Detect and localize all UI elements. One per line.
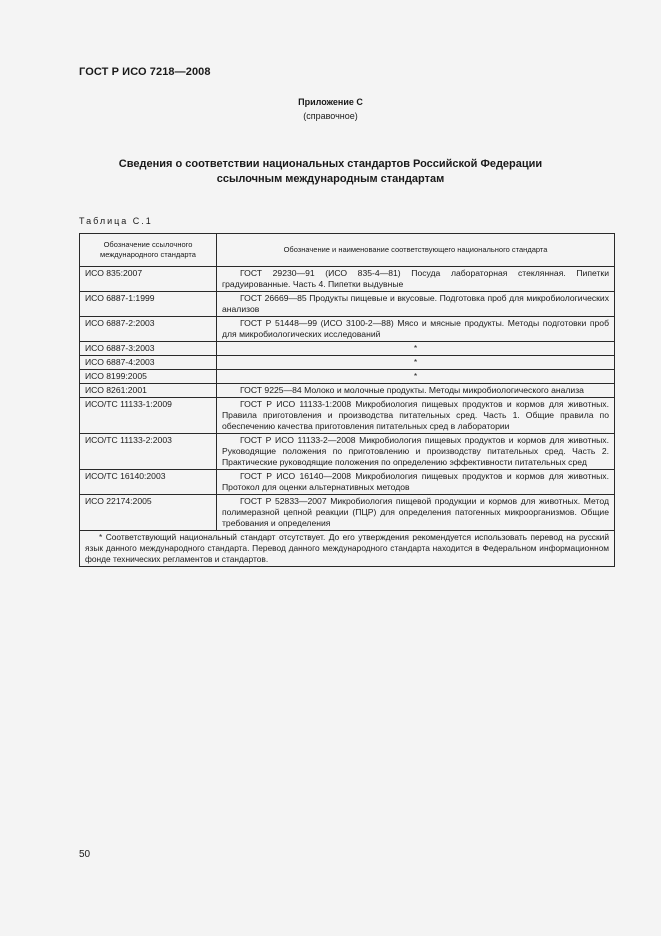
national-standard-description: ГОСТ Р ИСО 16140—2008 Микробиология пищевых продуктов и кормов для животных. Протокол для оценки альтернативных методов [217, 470, 615, 495]
table-row [80, 267, 615, 292]
international-standard-code: ИСО 835:2007 [80, 267, 217, 292]
annex-title: Приложение С [298, 97, 363, 107]
table-row [80, 317, 615, 342]
national-standard-description: ГОСТ Р 52833—2007 Микробиология пищевой продукции и кормов для животных. Метод полимеразной цепной реакции (ПЦР) для определения патогенных микроорганизмов. Общие требования и определения [217, 495, 615, 531]
international-standard-code: ИСО 6887-3:2003 [80, 342, 217, 356]
section-title [0, 157, 661, 187]
no-national-standard-marker: * [217, 356, 615, 370]
national-standard-description: ГОСТ 29230—91 (ИСО 835-4—81) Посуда лабораторная стеклянная. Пипетки градуированные. Часть 4. Пипетки выдувные [217, 267, 615, 292]
international-standard-code: ИСО 8261:2001 [80, 384, 217, 398]
international-standard-code: ИСО 8199:2005 [80, 370, 217, 384]
header-international-standard: Обозначение ссылочного международного стандарта [80, 234, 217, 267]
national-standard-description: ГОСТ 26669—85 Продукты пищевые и вкусовые. Подготовка проб для микробиологических анализов [217, 292, 615, 317]
table-row [80, 434, 615, 470]
annex-subtitle: (справочное) [303, 111, 358, 121]
table-label: Таблица С.1 [79, 216, 153, 226]
international-standard-code: ИСО/ТС 11133-2:2003 [80, 434, 217, 470]
international-standard-code: ИСО 22174:2005 [80, 495, 217, 531]
table-row [80, 292, 615, 317]
table-footnote: * Соответствующий национальный стандарт отсутствует. До его утверждения рекомендуется использовать перевод на русский язык данного международного стандарта. Перевод данного международного стандарта находится в Федеральном информационном фонде технических регламентов и стандартов. [80, 531, 615, 567]
table-footnote-row [80, 531, 615, 567]
national-standard-description: ГОСТ 9225—84 Молоко и молочные продукты. Методы микробиологического анализа [217, 384, 615, 398]
table-row [80, 370, 615, 384]
national-standard-description: ГОСТ Р ИСО 11133-2—2008 Микробиология пищевых продуктов и кормов для животных. Руководящие положения по приготовлению и производству питательных сред. Часть 2. Практические руководящие положения по определению эффективности питательных сред [217, 434, 615, 470]
no-national-standard-marker: * [217, 342, 615, 356]
section-title-line2: ссылочным международным стандартам [216, 173, 445, 185]
header-national-standard: Обозначение и наименование соответствующего национального стандарта [217, 234, 615, 267]
table-row [80, 356, 615, 370]
national-standard-description: ГОСТ Р 51448—99 (ИСО 3100-2—88) Мясо и мясные продукты. Методы подготовки проб для микробиологических исследований [217, 317, 615, 342]
international-standard-code: ИСО 6887-1:1999 [80, 292, 217, 317]
table-row [80, 495, 615, 531]
international-standard-code: ИСО 6887-2:2003 [80, 317, 217, 342]
table-row [80, 470, 615, 495]
table-row [80, 398, 615, 434]
annex-heading [0, 95, 661, 123]
no-national-standard-marker: * [217, 370, 615, 384]
table-row [80, 342, 615, 356]
table-header-row [80, 234, 615, 267]
standards-table [79, 233, 615, 567]
page-number: 50 [79, 849, 91, 860]
international-standard-code: ИСО/ТС 11133-1:2009 [80, 398, 217, 434]
national-standard-description: ГОСТ Р ИСО 11133-1:2008 Микробиология пищевых продуктов и кормов для животных. Правила приготовления и производства питательных сред. Часть 1. Общие правила по обеспечению качества приготовления питательных сред в лаборатории [217, 398, 615, 434]
international-standard-code: ИСО 6887-4:2003 [80, 356, 217, 370]
international-standard-code: ИСО/ТС 16140:2003 [80, 470, 217, 495]
document-header: ГОСТ Р ИСО 7218—2008 [79, 66, 211, 78]
table-row [80, 384, 615, 398]
section-title-line1: Сведения о соответствии национальных стандартов Российской Федерации [118, 158, 543, 170]
